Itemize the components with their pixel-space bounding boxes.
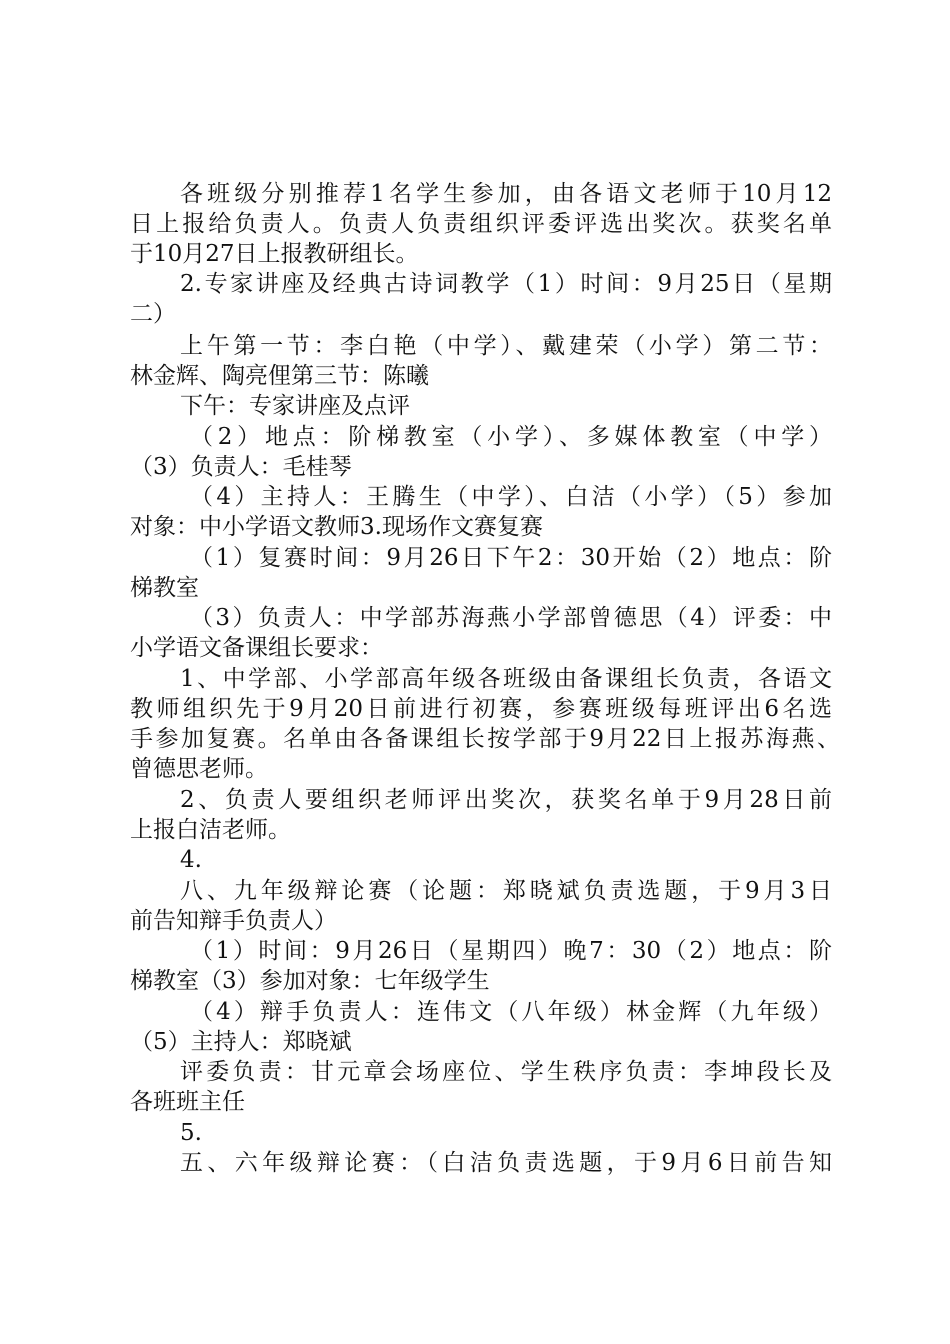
text-line: （4）主持人：王腾生（中学）、白洁（小学）（5）参加 xyxy=(190,484,832,510)
text-line: 4. xyxy=(180,847,202,873)
text-line: 教师组织先于9月20日前进行初赛，参赛班级每班评出6名选 xyxy=(130,696,832,722)
text-line: 曾德思老师。 xyxy=(130,756,268,782)
text-line: 于10月27日上报教研组长。 xyxy=(130,241,419,267)
text-line: 上报白洁老师。 xyxy=(130,817,291,843)
text-line: 2、负责人要组织老师评出奖次，获奖名单于9月28日前 xyxy=(180,787,832,813)
text-line: （1）时间：9月26日（星期四）晚7：30（2）地点：阶 xyxy=(190,938,832,964)
text-line: 二） xyxy=(130,301,176,327)
text-line: 小学语文备课组长要求： xyxy=(130,635,383,661)
text-line: 梯教室（3）参加对象：七年级学生 xyxy=(130,968,490,994)
text-line: 林金辉、陶亮俚第三节：陈曦 xyxy=(130,363,429,389)
text-line: 五、六年级辩论赛：（白洁负责选题，于9月6日前告知 xyxy=(180,1150,832,1176)
text-line: 前告知辩手负责人） xyxy=(130,908,337,934)
text-line: 手参加复赛。名单由各备课组长按学部于9月22日上报苏海燕、 xyxy=(130,726,840,752)
text-line: 1、中学部、小学部高年级各班级由备课组长负责，各语文 xyxy=(180,666,832,692)
text-line: （3）负责人：中学部苏海燕小学部曾德思（4）评委：中 xyxy=(190,605,832,631)
text-line: （1）复赛时间：9月26日下午2：30开始（2）地点：阶 xyxy=(190,545,832,571)
text-line: 评委负责：甘元章会场座位、学生秩序负责：李坤段长及 xyxy=(180,1059,832,1085)
text-line: （5）主持人：郑晓斌 xyxy=(130,1029,352,1055)
text-line: 下午：专家讲座及点评 xyxy=(180,393,410,419)
text-line: 各班级分别推荐1名学生参加，由各语文老师于10月12 xyxy=(180,181,832,207)
text-line: （2）地点：阶梯教室（小学）、多媒体教室（中学） xyxy=(190,424,832,450)
text-line: 对象：中小学语文教师3.现场作文赛复赛 xyxy=(130,514,543,540)
text-line: 2.专家讲座及经典古诗词教学（1）时间：9月25日（星期 xyxy=(180,271,832,297)
text-line: （3）负责人：毛桂琴 xyxy=(130,454,352,480)
text-line: （4）辩手负责人：连伟文（八年级）林金辉（九年级） xyxy=(190,999,832,1025)
text-line: 5. xyxy=(180,1120,202,1146)
text-line: 上午第一节：李白艳（中学）、戴建荣（小学）第二节： xyxy=(180,333,832,359)
text-line: 梯教室 xyxy=(130,575,199,601)
text-line: 各班班主任 xyxy=(130,1089,245,1115)
text-line: 八、九年级辩论赛（论题：郑晓斌负责选题，于9月3日 xyxy=(180,878,832,904)
text-line: 日上报给负责人。负责人负责组织评委评选出奖次。获奖名单 xyxy=(130,211,832,237)
